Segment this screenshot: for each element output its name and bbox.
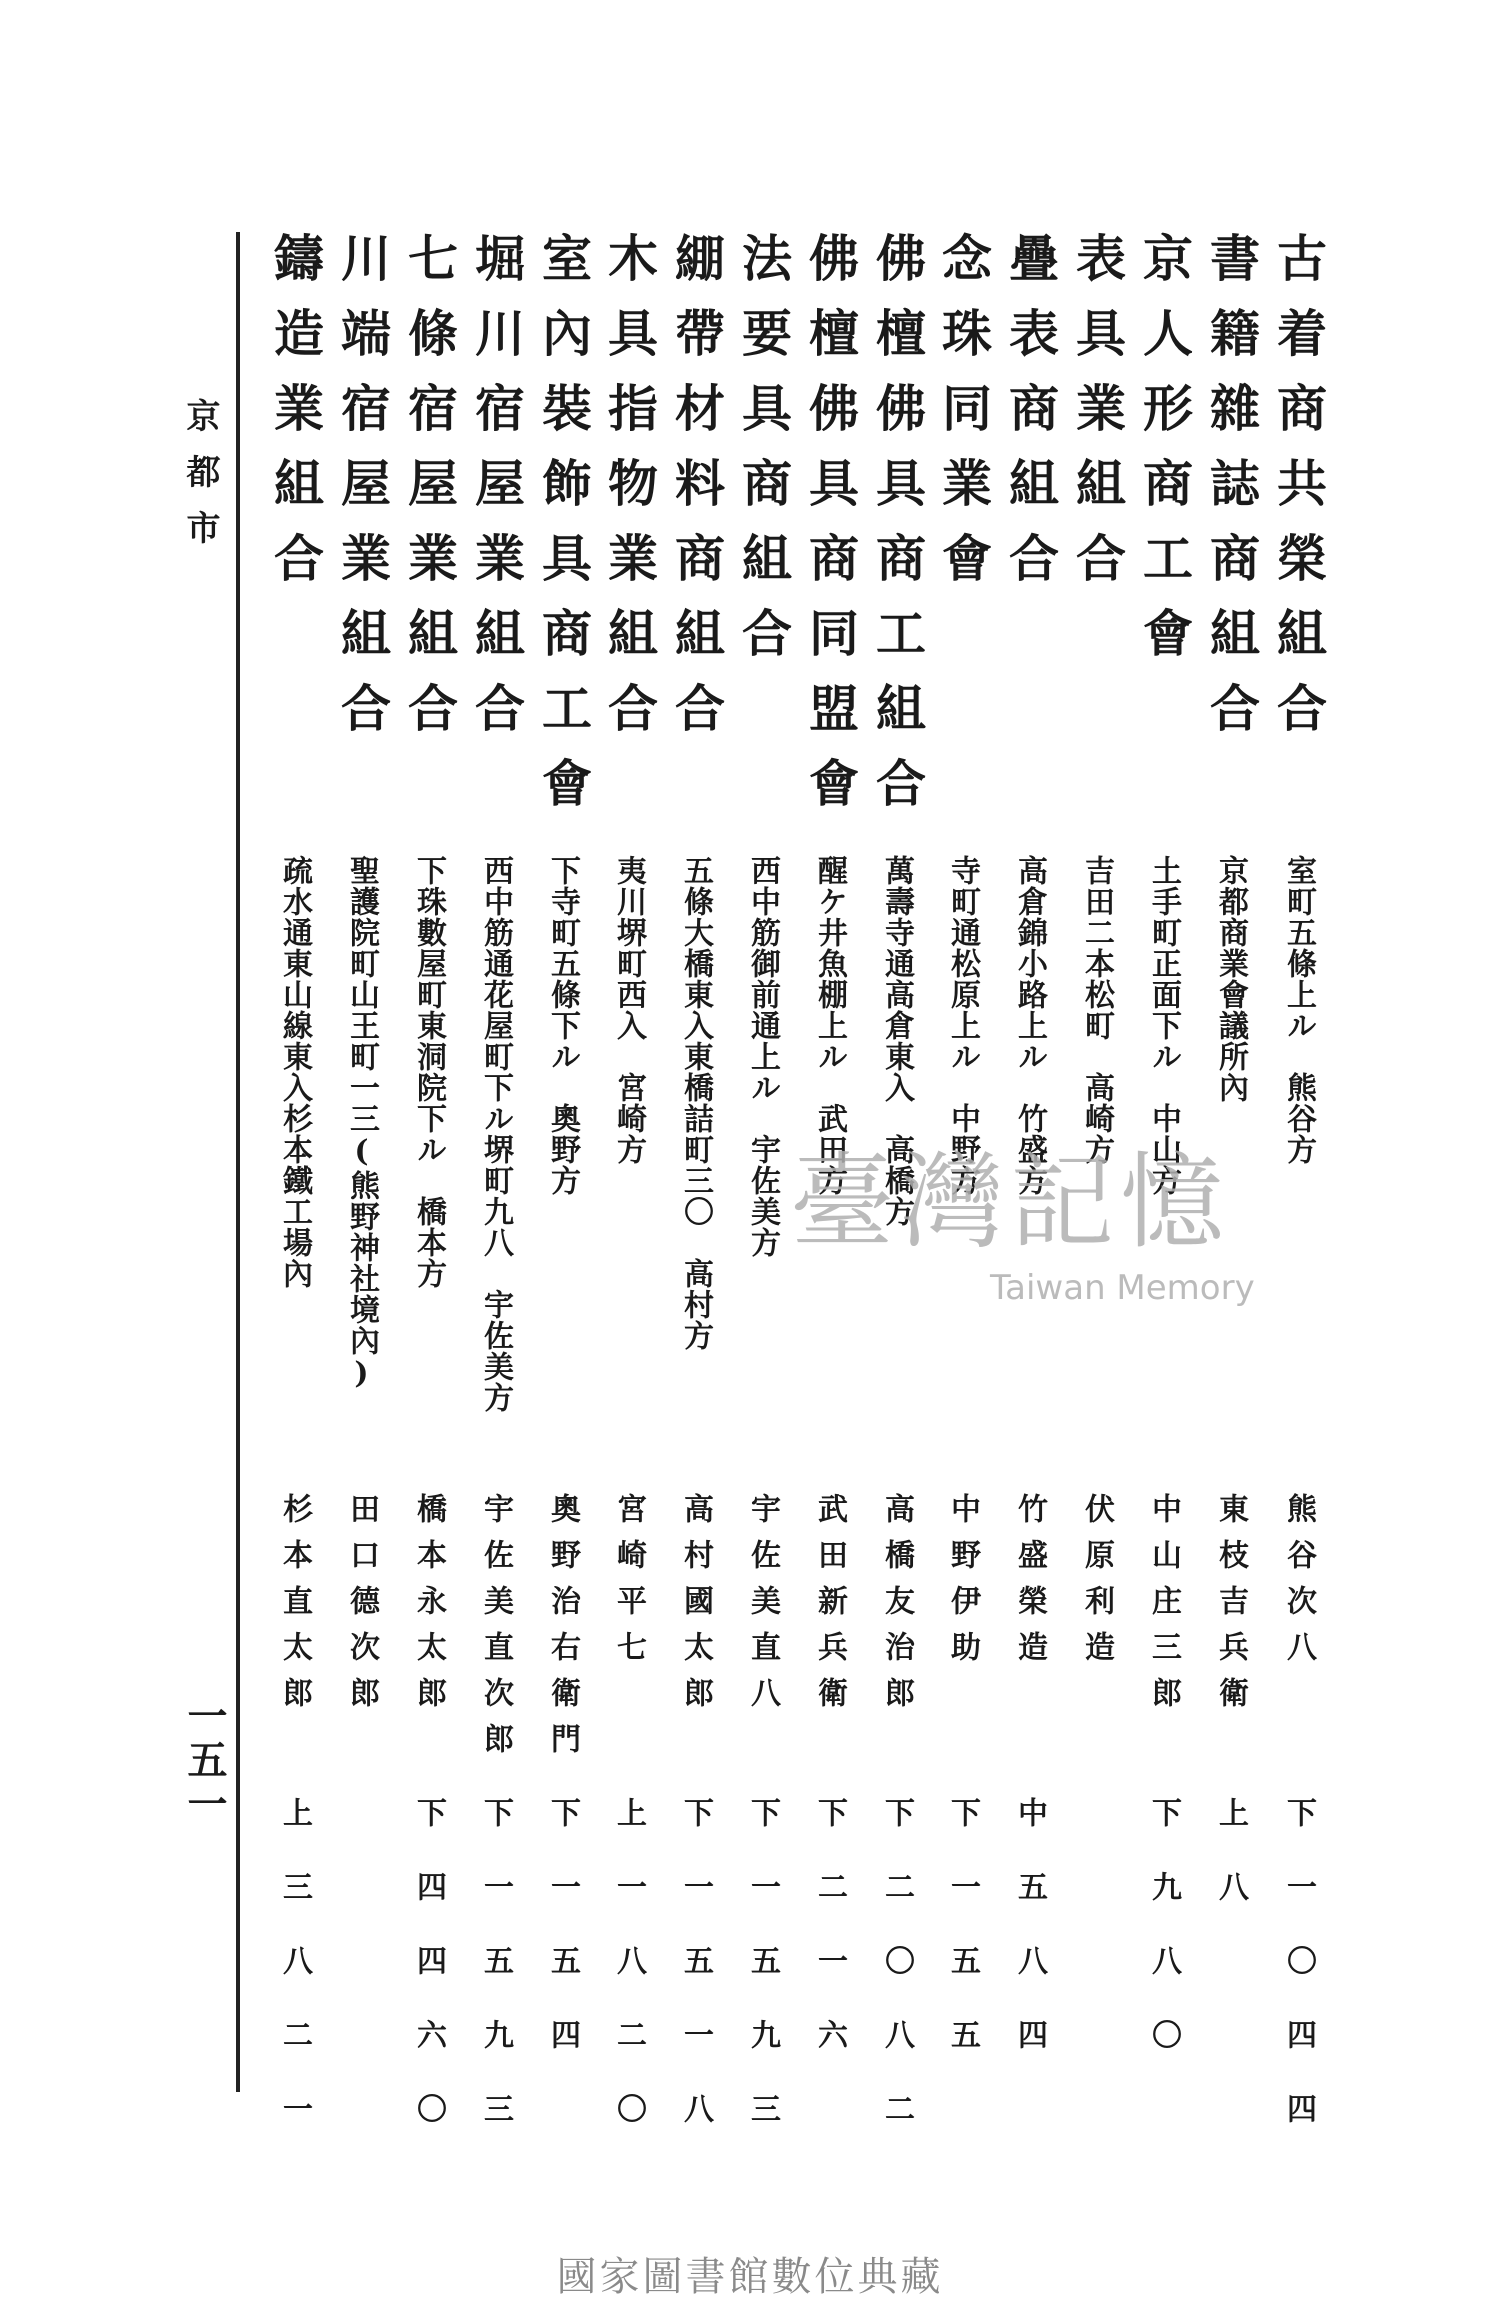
representative-name: 宇佐美直次郎 <box>478 1493 513 1769</box>
telephone-number: 下一五一八 <box>678 1797 713 2167</box>
footer-archive-label: 國家圖書館數位典藏 <box>556 2254 944 2300</box>
telephone-number: 上八 <box>1213 1797 1248 1945</box>
representative-name: 高橋友治郎 <box>879 1493 914 1723</box>
representative-name: 竹盛榮造 <box>1012 1493 1047 1677</box>
organization-address: 醒ケ井魚棚上ル 武田方 <box>812 855 847 1196</box>
representative-name: 橋本永太郎 <box>411 1493 446 1723</box>
representative-name: 武田新兵衛 <box>812 1493 847 1723</box>
page-number: 一五一 <box>181 1695 228 1827</box>
organization-name: 鑄造業組合 <box>266 232 325 607</box>
organization-name: 佛檀佛具商工組合 <box>868 232 927 832</box>
organization-name: 京人形商工會 <box>1135 232 1194 682</box>
telephone-number: 上三八二一 <box>277 1797 312 2167</box>
telephone-number: 下一五九三 <box>478 1797 513 2167</box>
organization-address: 夷川堺町西入 宮崎方 <box>611 855 646 1165</box>
organization-name: 古着商共榮組合 <box>1269 232 1328 757</box>
representative-name: 宮崎平七 <box>611 1493 646 1677</box>
representative-name: 熊谷次八 <box>1281 1493 1316 1677</box>
organization-address: 萬壽寺通高倉東入 高橋方 <box>879 855 914 1227</box>
organization-name: 木具指物業組合 <box>600 232 659 757</box>
watermark-text-cn: 臺灣記憶 <box>790 1141 1231 1263</box>
representative-name: 田口德次郎 <box>344 1493 379 1723</box>
representative-name: 高村國太郎 <box>678 1493 713 1723</box>
organization-name: 川端宿屋業組合 <box>333 232 392 757</box>
telephone-number: 下九八〇 <box>1146 1797 1181 2093</box>
telephone-number: 下一五五 <box>945 1797 980 2093</box>
representative-name: 中山庄三郎 <box>1146 1493 1181 1723</box>
telephone-number: 下二一六 <box>812 1797 847 2093</box>
telephone-number: 下二〇八二 <box>879 1797 914 2167</box>
organization-address: 室町五條上ル 熊谷方 <box>1281 855 1316 1165</box>
organization-address: 高倉錦小路上ル 竹盛方 <box>1012 855 1047 1196</box>
representative-name: 宇佐美直八 <box>745 1493 780 1723</box>
organization-address: 下寺町五條下ル 奧野方 <box>545 855 580 1196</box>
representative-name: 伏原利造 <box>1079 1493 1114 1677</box>
telephone-number: 下四四六〇 <box>411 1797 446 2167</box>
representative-name: 東枝吉兵衛 <box>1213 1493 1248 1723</box>
representative-name: 杉本直太郎 <box>277 1493 312 1723</box>
organization-address: 疏水通東山線東入杉本鐵工場內 <box>277 855 312 1289</box>
representative-name: 奧野治右衛門 <box>545 1493 580 1769</box>
organization-address: 寺町通松原上ル 中野方 <box>945 855 980 1196</box>
organization-name: 念珠同業會 <box>934 232 993 607</box>
organization-address: 下珠數屋町東洞院下ル 橋本方 <box>411 855 446 1289</box>
organization-address: 西中筋御前通上ル 宇佐美方 <box>745 855 780 1258</box>
column-rule <box>236 232 240 2092</box>
organization-address: 吉田二本松町 高崎方 <box>1079 855 1114 1165</box>
watermark-stamp <box>790 1118 1255 1318</box>
telephone-number: 下一〇四四 <box>1281 1797 1316 2167</box>
running-header-city: 京都市 <box>180 398 220 566</box>
organization-name: 疊表商組合 <box>1001 232 1060 607</box>
representative-name: 中野伊助 <box>945 1493 980 1677</box>
organization-name: 七條宿屋業組合 <box>400 232 459 757</box>
organization-address: 五條大橋東入東橋詰町三〇 高村方 <box>678 855 713 1351</box>
telephone-number: 下一五四 <box>545 1797 580 2093</box>
organization-address: 西中筋通花屋町下ル堺町九八 宇佐美方 <box>478 855 513 1413</box>
organization-name: 書籍雜誌商組合 <box>1202 232 1261 757</box>
organization-name: 表具業組合 <box>1068 232 1127 607</box>
watermark-text-en: Taiwan Memory <box>990 1268 1255 1308</box>
organization-address: 聖護院町山王町一三(熊野神社境內) <box>344 855 379 1392</box>
organization-address: 京都商業會議所內 <box>1213 855 1248 1103</box>
organization-name: 綳帶材料商組合 <box>667 232 726 757</box>
organization-name: 室內裝飾具商工會 <box>534 232 593 832</box>
organization-address: 土手町正面下ル 中山方 <box>1146 855 1181 1196</box>
organization-name: 法要具商組合 <box>734 232 793 682</box>
telephone-number: 中五八四 <box>1012 1797 1047 2093</box>
organization-name: 堀川宿屋業組合 <box>467 232 526 757</box>
telephone-number: 上一八二〇 <box>611 1797 646 2167</box>
telephone-number: 下一五九三 <box>745 1797 780 2167</box>
organization-name: 佛檀佛具商同盟會 <box>801 232 860 832</box>
